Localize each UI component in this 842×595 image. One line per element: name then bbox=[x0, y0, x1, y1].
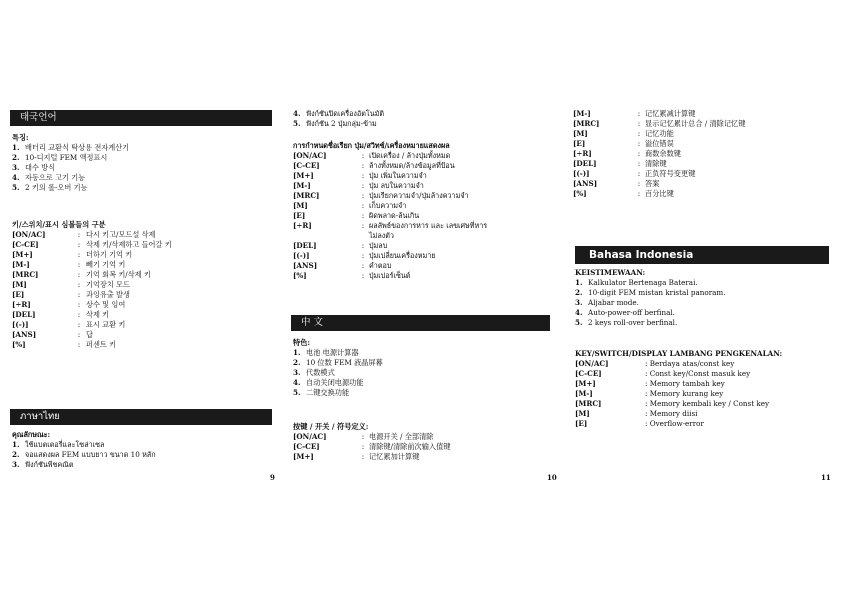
table-row: [M] : เก็บความจำ bbox=[293, 201, 407, 210]
table-row: [C-CE] : 清除键/清除前次输入值键 bbox=[293, 442, 451, 451]
table-row: [E] : 과잉유출 발생 bbox=[12, 290, 130, 299]
list-item: 1. 电池 电源计算器 bbox=[293, 348, 359, 357]
table-row: [DEL] : 삭제 키 bbox=[12, 310, 110, 319]
table-row: [ON/AC] : 电源开关 / 全部清除 bbox=[293, 432, 434, 441]
table-row: [M] : Memory diisi bbox=[575, 409, 698, 418]
table-row: [M+] : 记忆累加计算键 bbox=[293, 452, 420, 461]
thai-features-heading: คุณลักษณะ: bbox=[12, 430, 51, 439]
table-row: [MRC] : 기억 회복 키/삭제 키 bbox=[12, 270, 151, 279]
list-item: 3. Aljabar mode. bbox=[575, 298, 639, 307]
list-item: 3. 대수 방식 bbox=[12, 163, 56, 172]
list-item: 3. ฟังก์ชันพีชคณิต bbox=[12, 460, 74, 469]
list-item: 2. 10 位数 FEM 液晶屏幕 bbox=[293, 358, 383, 367]
list-item: 1. Kalkulator Bertenaga Baterai. bbox=[575, 278, 698, 287]
table-row: [M] : 记忆功能 bbox=[573, 129, 674, 138]
korean-features-heading: 특징: bbox=[12, 133, 29, 142]
chinese-keys-a bbox=[293, 422, 451, 462]
table-row: [MRC] : Memory kembali key / Const key bbox=[575, 399, 770, 408]
table-row: [MRC] : 显示记忆累计总合 / 清除记忆键 bbox=[573, 119, 746, 128]
indonesian-section-header: Bahasa Indonesia bbox=[575, 246, 829, 264]
table-row: [ANS] : 答案 bbox=[573, 179, 660, 188]
table-row: [DEL] : 清除键 bbox=[573, 159, 667, 168]
table-row: [%] : 퍼센트 키 bbox=[12, 340, 117, 349]
korean-keys-heading: 키/스위치/표시 심볼들의 구분 bbox=[12, 220, 106, 229]
list-item: 2. จอแสดงผล FEM แบบยาว ขนาด 10 หลัก bbox=[12, 450, 156, 459]
indonesian-features-heading: KEISTIMEWAAN: bbox=[575, 268, 646, 277]
list-item: 2. 10-디지털 FEM 액정표시 bbox=[12, 153, 108, 162]
list-item: 5. 二键交换功能 bbox=[293, 388, 350, 397]
table-row: [%] : ปุ่มเปอร์เซ็นต์ bbox=[293, 271, 411, 280]
chinese-section-header: 中 文 bbox=[291, 315, 550, 331]
list-item: 4. 自动关闭电源功能 bbox=[293, 378, 364, 387]
list-item: 5. 2 키의 롤-오버 기능 bbox=[12, 183, 88, 192]
thai-keys-heading: การกำหนดชื่อเรียก ปุ่ม/สวิทช์/เครื่องหมายแสดงผล bbox=[293, 141, 450, 150]
list-item: 2. 10-digit FEM mistan kristal panoram. bbox=[575, 288, 726, 297]
korean-keys bbox=[12, 220, 172, 350]
page-number: 10 bbox=[547, 473, 557, 482]
table-row: [÷R] : ผลลัพธ์ของการหาร และ เลขเศษที่หารไม่ลงตัว bbox=[293, 221, 488, 240]
indonesian-features bbox=[575, 268, 726, 328]
table-row: [M-] : ปุ่ม ลบในความจำ bbox=[293, 181, 424, 190]
column-3 bbox=[555, 0, 842, 595]
table-row: [%] : 百分比键 bbox=[573, 189, 674, 198]
table-row: [MRC] : ปุ่มเรียกความจำ/ปุ่มล้างความจำ bbox=[293, 191, 469, 200]
korean-section-header: 태국언어 bbox=[10, 110, 272, 126]
indonesian-keys-heading: KEY/SWITCH/DISPLAY LAMBANG PENGKENALAN: bbox=[575, 349, 783, 358]
thai-features-b bbox=[293, 109, 384, 129]
table-row: [ON/AC] : Berdaya atas/const key bbox=[575, 359, 735, 368]
chinese-keys-b bbox=[573, 109, 745, 199]
table-row: [÷R] : 商数余数键 bbox=[573, 149, 681, 158]
list-item: 1. 배터리 교환식 탁상용 전자계산기 bbox=[12, 143, 130, 152]
korean-features bbox=[12, 133, 129, 193]
chinese-features-heading: 特色: bbox=[293, 338, 311, 347]
table-row: [C-CE] : Const key/Const masuk key bbox=[575, 369, 751, 378]
thai-features-a bbox=[12, 430, 156, 470]
table-row: [DEL] : ปุ่มลบ bbox=[293, 241, 388, 250]
page-number: 9 bbox=[270, 473, 275, 482]
list-item: 4. 자동으로 고기 기능 bbox=[12, 173, 86, 182]
table-row: [ON/AC] : เปิดเครื่อง / ล้างปุ่มทั้งหมด bbox=[293, 151, 451, 160]
chinese-keys-heading: 按键 / 开关 / 符号定义: bbox=[293, 422, 369, 431]
column-2 bbox=[285, 0, 555, 595]
table-row: [(-)] : ปุ่มเปลี่ยนเครื่องหมาย bbox=[293, 251, 436, 260]
table-row: [(-)] : 표시 교환 키 bbox=[12, 320, 126, 329]
table-row: [÷R] : 상수 및 잉여 bbox=[12, 300, 126, 309]
list-item: 1. ใช้แบตเตอรี่และโซล่าเซล bbox=[12, 440, 105, 449]
table-row: [E] : 溢位错误 bbox=[573, 139, 674, 148]
table-row: [C-CE] : ล้างทั้งหมด/ล้างข้อมูลที่ป้อน bbox=[293, 161, 455, 170]
page-number: 11 bbox=[821, 473, 831, 482]
table-row: [(-)] : 正负符号变更键 bbox=[573, 169, 696, 178]
column-1 bbox=[0, 0, 285, 595]
table-row: [M+] : ปุ่ม เพิ่มในความจำ bbox=[293, 171, 427, 180]
table-row: [M-] : 빼기 기억 키 bbox=[12, 260, 126, 269]
table-row: [ANS] : คำตอบ bbox=[293, 261, 392, 270]
indonesian-keys bbox=[575, 349, 782, 429]
table-row: [M-] : Memory kurang key bbox=[575, 389, 724, 398]
table-row: [E] : Overflow-error bbox=[575, 419, 704, 428]
list-item: 4. Auto-power-off berfinal. bbox=[575, 308, 675, 317]
table-row: [E] : ผิดพลาด-ล้นเกิน bbox=[293, 211, 420, 220]
table-row: [M-] : 记忆累减计算键 bbox=[573, 109, 696, 118]
table-row: [C-CE] : 삭제 키/삭제하고 들어갈 키 bbox=[12, 240, 172, 249]
table-row: [M+] : 더하기 기억 키 bbox=[12, 250, 133, 259]
thai-section-header: ภาษาไทย bbox=[10, 409, 272, 425]
table-row: [ANS] : 답 bbox=[12, 330, 93, 339]
list-item: 5. ฟังก์ชัน 2 ปุ่มกลุ่ม-ข้าม bbox=[293, 119, 377, 128]
list-item: 5. 2 keys roll-over berfinal. bbox=[575, 318, 678, 327]
table-row: [M] : 기억장치 모드 bbox=[12, 280, 130, 289]
list-item: 3. 代数模式 bbox=[293, 368, 335, 377]
chinese-features bbox=[293, 338, 383, 398]
table-row: [M+] : Memory tambah key bbox=[575, 379, 725, 388]
table-row: [ON/AC] : 다시 키고/모드설 삭제 bbox=[12, 230, 156, 239]
thai-keys bbox=[293, 141, 489, 281]
list-item: 4. ฟังก์ชันปิดเครื่องอัตโนมัติ bbox=[293, 109, 385, 118]
